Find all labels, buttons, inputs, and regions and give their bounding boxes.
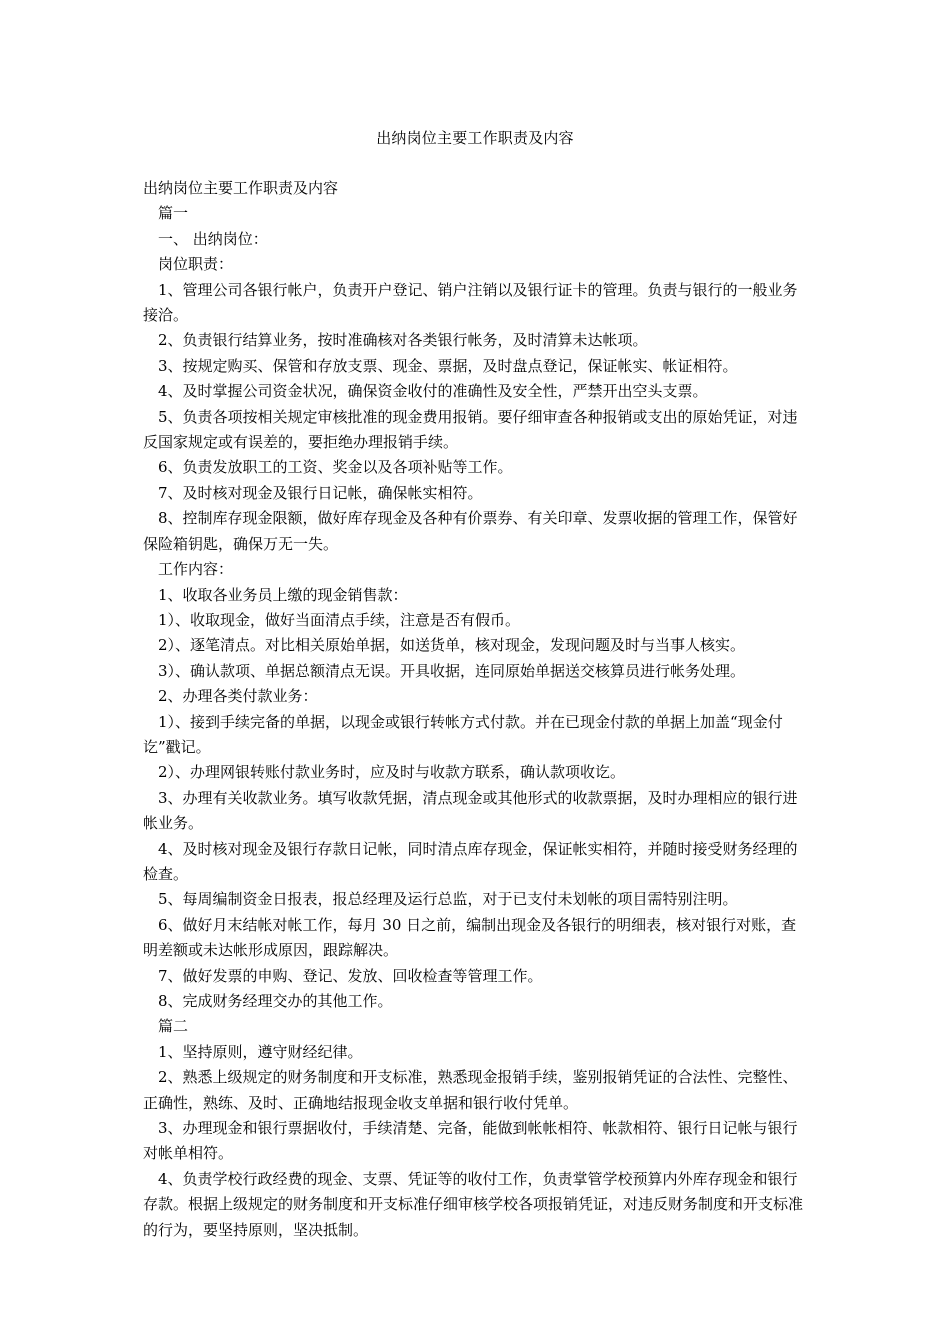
paragraph: 8、完成财务经理交办的其他工作。 xyxy=(158,992,393,1010)
paragraph: 一、 出纳岗位： xyxy=(158,229,268,248)
paragraph: 工作内容： xyxy=(158,560,234,579)
paragraph: 4、负责学校行政经费的现金、支票、凭证等的收付工作，负责掌管学校预算内外库存现金和银行存款。根据上级规定的财务制度和开支标准仔细审核学校各项报销凭证，对违反财务制度和开支标准的行为，要坚持原则，坚决抵制。 xyxy=(143,1169,804,1239)
paragraph: 2）、逐笔清点。对比相关原始单据，如送货单，核对现金，发现问题及时与当事人核实。 xyxy=(158,636,746,655)
paragraph: 1、坚持原则，遵守财经纪律。 xyxy=(158,1042,363,1061)
paragraph: 岗位职责： xyxy=(158,255,234,274)
paragraph: 8、控制库存现金限额，做好库存现金及各种有价票券、有关印章、发票收据的管理工作，保管好保险箱钥匙，确保万无一失。 xyxy=(143,509,798,553)
paragraph: 6、负责发放职工的工资、奖金以及各项补贴等工作。 xyxy=(158,458,513,477)
paragraph: 3）、确认款项、单据总额清点无误。开具收据，连同原始单据送交核算员进行帐务处理。 xyxy=(158,661,746,680)
paragraph: 出纳岗位主要工作职责及内容 xyxy=(143,179,339,197)
paragraph: 6、做好月末结帐对帐工作，每月 30 日之前，编制出现金及各银行的明细表，核对银行对账，查明差额或未达帐形成原因，跟踪解决。 xyxy=(143,915,797,960)
paragraph: 篇一 xyxy=(158,204,189,223)
paragraph: 篇二 xyxy=(158,1017,189,1036)
document-title: 出纳岗位主要工作职责及内容 xyxy=(376,129,574,147)
paragraph: 3、办理现金和银行票据收付，手续清楚、完备，能做到帐帐相符、帐款相符、银行日记帐与银行对帐单相符。 xyxy=(143,1119,798,1163)
paragraph: 2、负责银行结算业务，按时准确核对各类银行帐务，及时清算未达帐项。 xyxy=(158,331,648,350)
paragraph: 1）、接到手续完备的单据，以现金或银行转帐方式付款。并在已现金付款的单据上加盖“现金付讫”戳记。 xyxy=(143,712,783,756)
paragraph: 2、办理各类付款业务： xyxy=(158,687,318,706)
paragraph: 2）、办理网银转账付款业务时，应及时与收款方联系，确认款项收讫。 xyxy=(158,763,626,782)
paragraph: 5、负责各项按相关规定审核批准的现金费用报销。要仔细审查各种报销或支出的原始凭证，对违反国家规定或有误差的，要拒绝办理报销手续。 xyxy=(143,407,798,452)
paragraph: 1、管理公司各银行帐户，负责开户登记、销户注销以及银行证卡的管理。负责与银行的一般业务接洽。 xyxy=(143,280,798,325)
document-body xyxy=(143,176,808,1243)
paragraph: 3、按规定购买、保管和存放支票、现金、票据，及时盘点登记，保证帐实、帐证相符。 xyxy=(158,356,738,375)
paragraph: 7、及时核对现金及银行日记帐，确保帐实相符。 xyxy=(158,483,483,502)
paragraph: 4、及时核对现金及银行存款日记帐，同时清点库存现金，保证帐实相符，并随时接受财务经理的检查。 xyxy=(143,839,798,883)
paragraph: 3、办理有关收款业务。填写收款凭据，清点现金或其他形式的收款票据，及时办理相应的银行进帐业务。 xyxy=(143,788,798,833)
paragraph: 1）、收取现金，做好当面清点手续，注意是否有假币。 xyxy=(158,610,521,629)
paragraph: 1、收取各业务员上缴的现金销售款： xyxy=(158,585,408,604)
paragraph: 5、每周编制资金日报表，报总经理及运行总监，对于已支付未划帐的项目需特别注明。 xyxy=(158,890,738,909)
paragraph: 7、做好发票的申购、登记、发放、回收检查等管理工作。 xyxy=(158,966,543,985)
paragraph: 4、及时掌握公司资金状况，确保资金收付的准确性及安全性，严禁开出空头支票。 xyxy=(158,382,708,401)
paragraph: 2、熟悉上级规定的财务制度和开支标准，熟悉现金报销手续，鉴别报销凭证的合法性、完整性、正确性，熟练、及时、正确地结报现金收支单据和银行收付凭单。 xyxy=(143,1068,798,1112)
